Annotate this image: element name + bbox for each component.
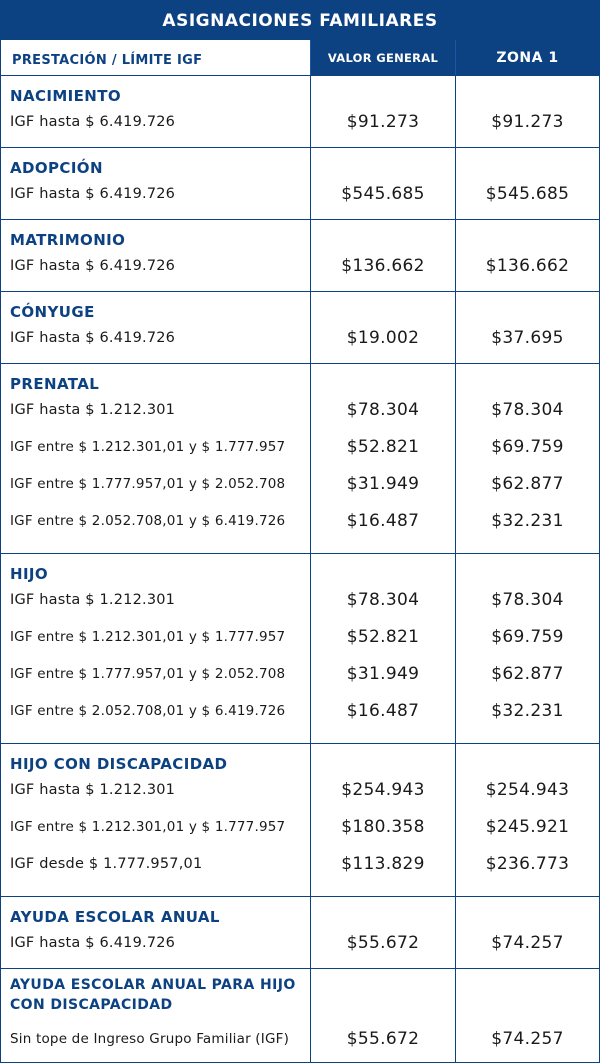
table-header (1, 40, 599, 76)
row-label: IGF entre $ 1.212.301,01 y $ 1.777.957 (10, 629, 286, 645)
benefit-group (1, 744, 599, 897)
valor-general-value: $91.273 (346, 112, 420, 132)
valor-general-value: $16.487 (346, 701, 420, 721)
group-name: CÓNYUGE (10, 303, 95, 321)
zona1-value: $254.943 (485, 780, 570, 800)
zona1-column (455, 554, 599, 743)
label-column (1, 148, 310, 219)
valor-general-column (310, 76, 455, 147)
header-prestacion: PRESTACIÓN / LÍMITE IGF (1, 40, 310, 75)
group-name: ADOPCIÓN (10, 159, 103, 177)
valor-general-column (310, 969, 455, 1063)
valor-general-column (310, 554, 455, 743)
table-title: ASIGNACIONES FAMILIARES (1, 1, 599, 40)
valor-general-value: $31.949 (346, 474, 420, 494)
label-column (1, 292, 310, 363)
row-label: IGF hasta $ 6.419.726 (10, 114, 176, 130)
row-label: IGF hasta $ 6.419.726 (10, 935, 176, 951)
valor-general-value: $55.672 (346, 1029, 420, 1049)
valor-general-value: $78.304 (346, 400, 420, 420)
header-zona1: ZONA 1 (455, 40, 599, 75)
benefit-group (1, 220, 599, 292)
row-label: IGF hasta $ 1.212.301 (10, 782, 176, 798)
zona1-value: $37.695 (491, 328, 564, 348)
valor-general-value: $31.949 (346, 664, 420, 684)
zona1-value: $545.685 (485, 184, 570, 204)
row-label: IGF desde $ 1.777.957,01 (10, 856, 203, 872)
valor-general-value: $545.685 (341, 184, 425, 204)
valor-general-column (310, 148, 455, 219)
zona1-value: $62.877 (491, 664, 564, 684)
row-label: IGF entre $ 1.777.957,01 y $ 2.052.708 (10, 666, 286, 682)
zona1-column (455, 364, 599, 553)
valor-general-value: $136.662 (341, 256, 425, 276)
zona1-value: $32.231 (491, 511, 564, 531)
zona1-value: $78.304 (491, 400, 564, 420)
row-label: IGF hasta $ 1.212.301 (10, 402, 176, 418)
label-column (1, 364, 310, 553)
zona1-value: $245.921 (485, 817, 570, 837)
valor-general-column (310, 220, 455, 291)
row-label: IGF entre $ 1.212.301,01 y $ 1.777.957 (10, 439, 286, 455)
valor-general-value: $19.002 (346, 328, 420, 348)
label-column (1, 76, 310, 147)
valor-general-value: $180.358 (341, 817, 425, 837)
zona1-column (455, 292, 599, 363)
label-column (1, 744, 310, 896)
zona1-column (455, 148, 599, 219)
zona1-column (455, 220, 599, 291)
benefit-group (1, 292, 599, 364)
group-name: AYUDA ESCOLAR ANUAL PARA HIJO CON DISCAPACIDAD (10, 977, 296, 1013)
zona1-column (455, 897, 599, 968)
zona1-value: $32.231 (491, 701, 564, 721)
zona1-value: $74.257 (491, 1029, 564, 1049)
group-name: AYUDA ESCOLAR ANUAL (10, 908, 220, 926)
valor-general-column (310, 897, 455, 968)
benefit-group (1, 76, 599, 148)
valor-general-value: $113.829 (341, 854, 425, 874)
benefit-group (1, 148, 599, 220)
benefit-group (1, 969, 599, 1063)
zona1-value: $69.759 (491, 627, 564, 647)
zona1-column (455, 969, 599, 1063)
valor-general-value: $254.943 (341, 780, 425, 800)
valor-general-column (310, 364, 455, 553)
zona1-column (455, 744, 599, 896)
benefit-group (1, 897, 599, 969)
valor-general-column (310, 292, 455, 363)
row-label: IGF hasta $ 1.212.301 (10, 592, 176, 608)
label-column (1, 969, 310, 1063)
valor-general-value: $52.821 (346, 627, 420, 647)
row-label: IGF entre $ 1.212.301,01 y $ 1.777.957 (10, 819, 286, 835)
zona1-value: $91.273 (491, 112, 564, 132)
valor-general-value: $55.672 (346, 933, 420, 953)
group-name: NACIMIENTO (10, 87, 122, 105)
label-column (1, 220, 310, 291)
valor-general-value: $16.487 (346, 511, 420, 531)
zona1-value: $62.877 (491, 474, 564, 494)
zona1-value: $136.662 (485, 256, 570, 276)
header-valor-general: VALOR GENERAL (310, 40, 455, 75)
row-label: Sin tope de Ingreso Grupo Familiar (IGF) (10, 1031, 290, 1047)
label-column (1, 554, 310, 743)
label-column (1, 897, 310, 968)
row-label: IGF hasta $ 6.419.726 (10, 258, 176, 274)
zona1-column (455, 76, 599, 147)
valor-general-value: $78.304 (346, 590, 420, 610)
zona1-value: $69.759 (491, 437, 564, 457)
table-body (1, 76, 599, 1063)
row-label: IGF entre $ 2.052.708,01 y $ 6.419.726 (10, 513, 286, 529)
row-label: IGF entre $ 2.052.708,01 y $ 6.419.726 (10, 703, 286, 719)
row-label: IGF hasta $ 6.419.726 (10, 330, 176, 346)
group-name: HIJO (10, 565, 49, 583)
zona1-value: $74.257 (491, 933, 564, 953)
row-label: IGF hasta $ 6.419.726 (10, 186, 176, 202)
group-name: HIJO CON DISCAPACIDAD (10, 755, 228, 773)
group-name: MATRIMONIO (10, 231, 126, 249)
benefit-group (1, 554, 599, 744)
valor-general-column (310, 744, 455, 896)
group-name: PRENATAL (10, 375, 100, 393)
row-label: IGF entre $ 1.777.957,01 y $ 2.052.708 (10, 476, 286, 492)
zona1-value: $78.304 (491, 590, 564, 610)
valor-general-value: $52.821 (346, 437, 420, 457)
zona1-value: $236.773 (485, 854, 570, 874)
benefit-group (1, 364, 599, 554)
